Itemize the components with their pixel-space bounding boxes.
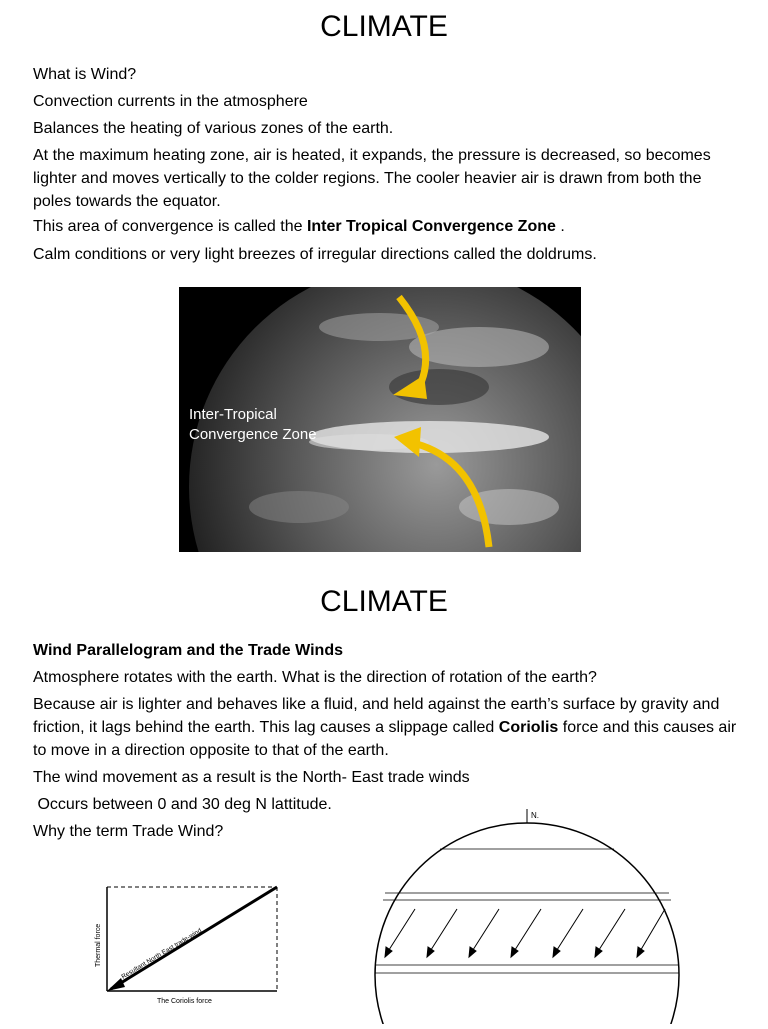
itcz-suffix: . xyxy=(555,218,565,235)
earth-globe-illustration xyxy=(179,287,581,552)
resultant-arrow-head xyxy=(107,978,125,991)
itcz-bold: Inter Tropical Convergence Zone xyxy=(306,218,556,235)
text-ne-trade: The wind movement as a result is the North- East trade winds xyxy=(33,769,470,786)
north-label: N. xyxy=(531,811,539,820)
text-rotation: Atmosphere rotates with the earth. What is the direction of rotation of the earth? xyxy=(33,669,597,686)
trade-wind-arrows xyxy=(385,909,665,957)
trade-wind-globe-diagram xyxy=(355,805,690,1024)
text-latitude: Occurs between 0 and 30 deg N lattitude. xyxy=(33,796,332,813)
text-itcz xyxy=(33,215,743,238)
text-coriolis xyxy=(33,693,743,762)
resultant-label: Resultant North East trade-wind xyxy=(120,927,204,981)
text-wind-heading: Wind Parallelogram and the Trade Winds xyxy=(33,642,343,659)
coriolis-prefix: Because air is lighter and behaves like a fluid, and held against the earth’s surface by gravity and friction, it lags behind the earth. This lag causes a slippage called xyxy=(33,696,720,736)
wind-parallelogram-diagram xyxy=(85,875,295,1010)
text-convection: Convection currents in the atmosphere xyxy=(33,93,308,110)
text-what-is-wind: What is Wind? xyxy=(33,66,137,83)
itcz-prefix: This area of convergence is called the xyxy=(33,218,307,235)
itcz-label-line2: Convergence Zone xyxy=(189,426,317,443)
itcz-label-line1: Inter-Tropical xyxy=(189,406,277,423)
slide2-title: CLIMATE xyxy=(320,585,448,618)
text-balances: Balances the heating of various zones of the earth. xyxy=(33,120,394,137)
text-max-heating: At the maximum heating zone, air is heated, it expands, the pressure is decreased, so becomes lighter and moves vertically to the colder regions. The cooler heavier air is drawn from both the poles towards the equator. xyxy=(33,147,711,210)
coriolis-force-label: The Coriolis force xyxy=(157,998,212,1005)
coriolis-suffix: force and this causes air to move in a direction opposite to that of the earth. xyxy=(33,719,737,759)
text-doldrums: Calm conditions or very light breezes of irregular directions called the doldrums. xyxy=(33,246,597,263)
text-trade-wind-question: Why the term Trade Wind? xyxy=(33,823,224,840)
slide1-title: CLIMATE xyxy=(320,10,448,43)
itcz-globe-image xyxy=(179,287,581,552)
coriolis-bold: Coriolis xyxy=(498,719,559,736)
thermal-force-label: Thermal force xyxy=(95,923,102,967)
globe-outline xyxy=(375,823,679,1024)
